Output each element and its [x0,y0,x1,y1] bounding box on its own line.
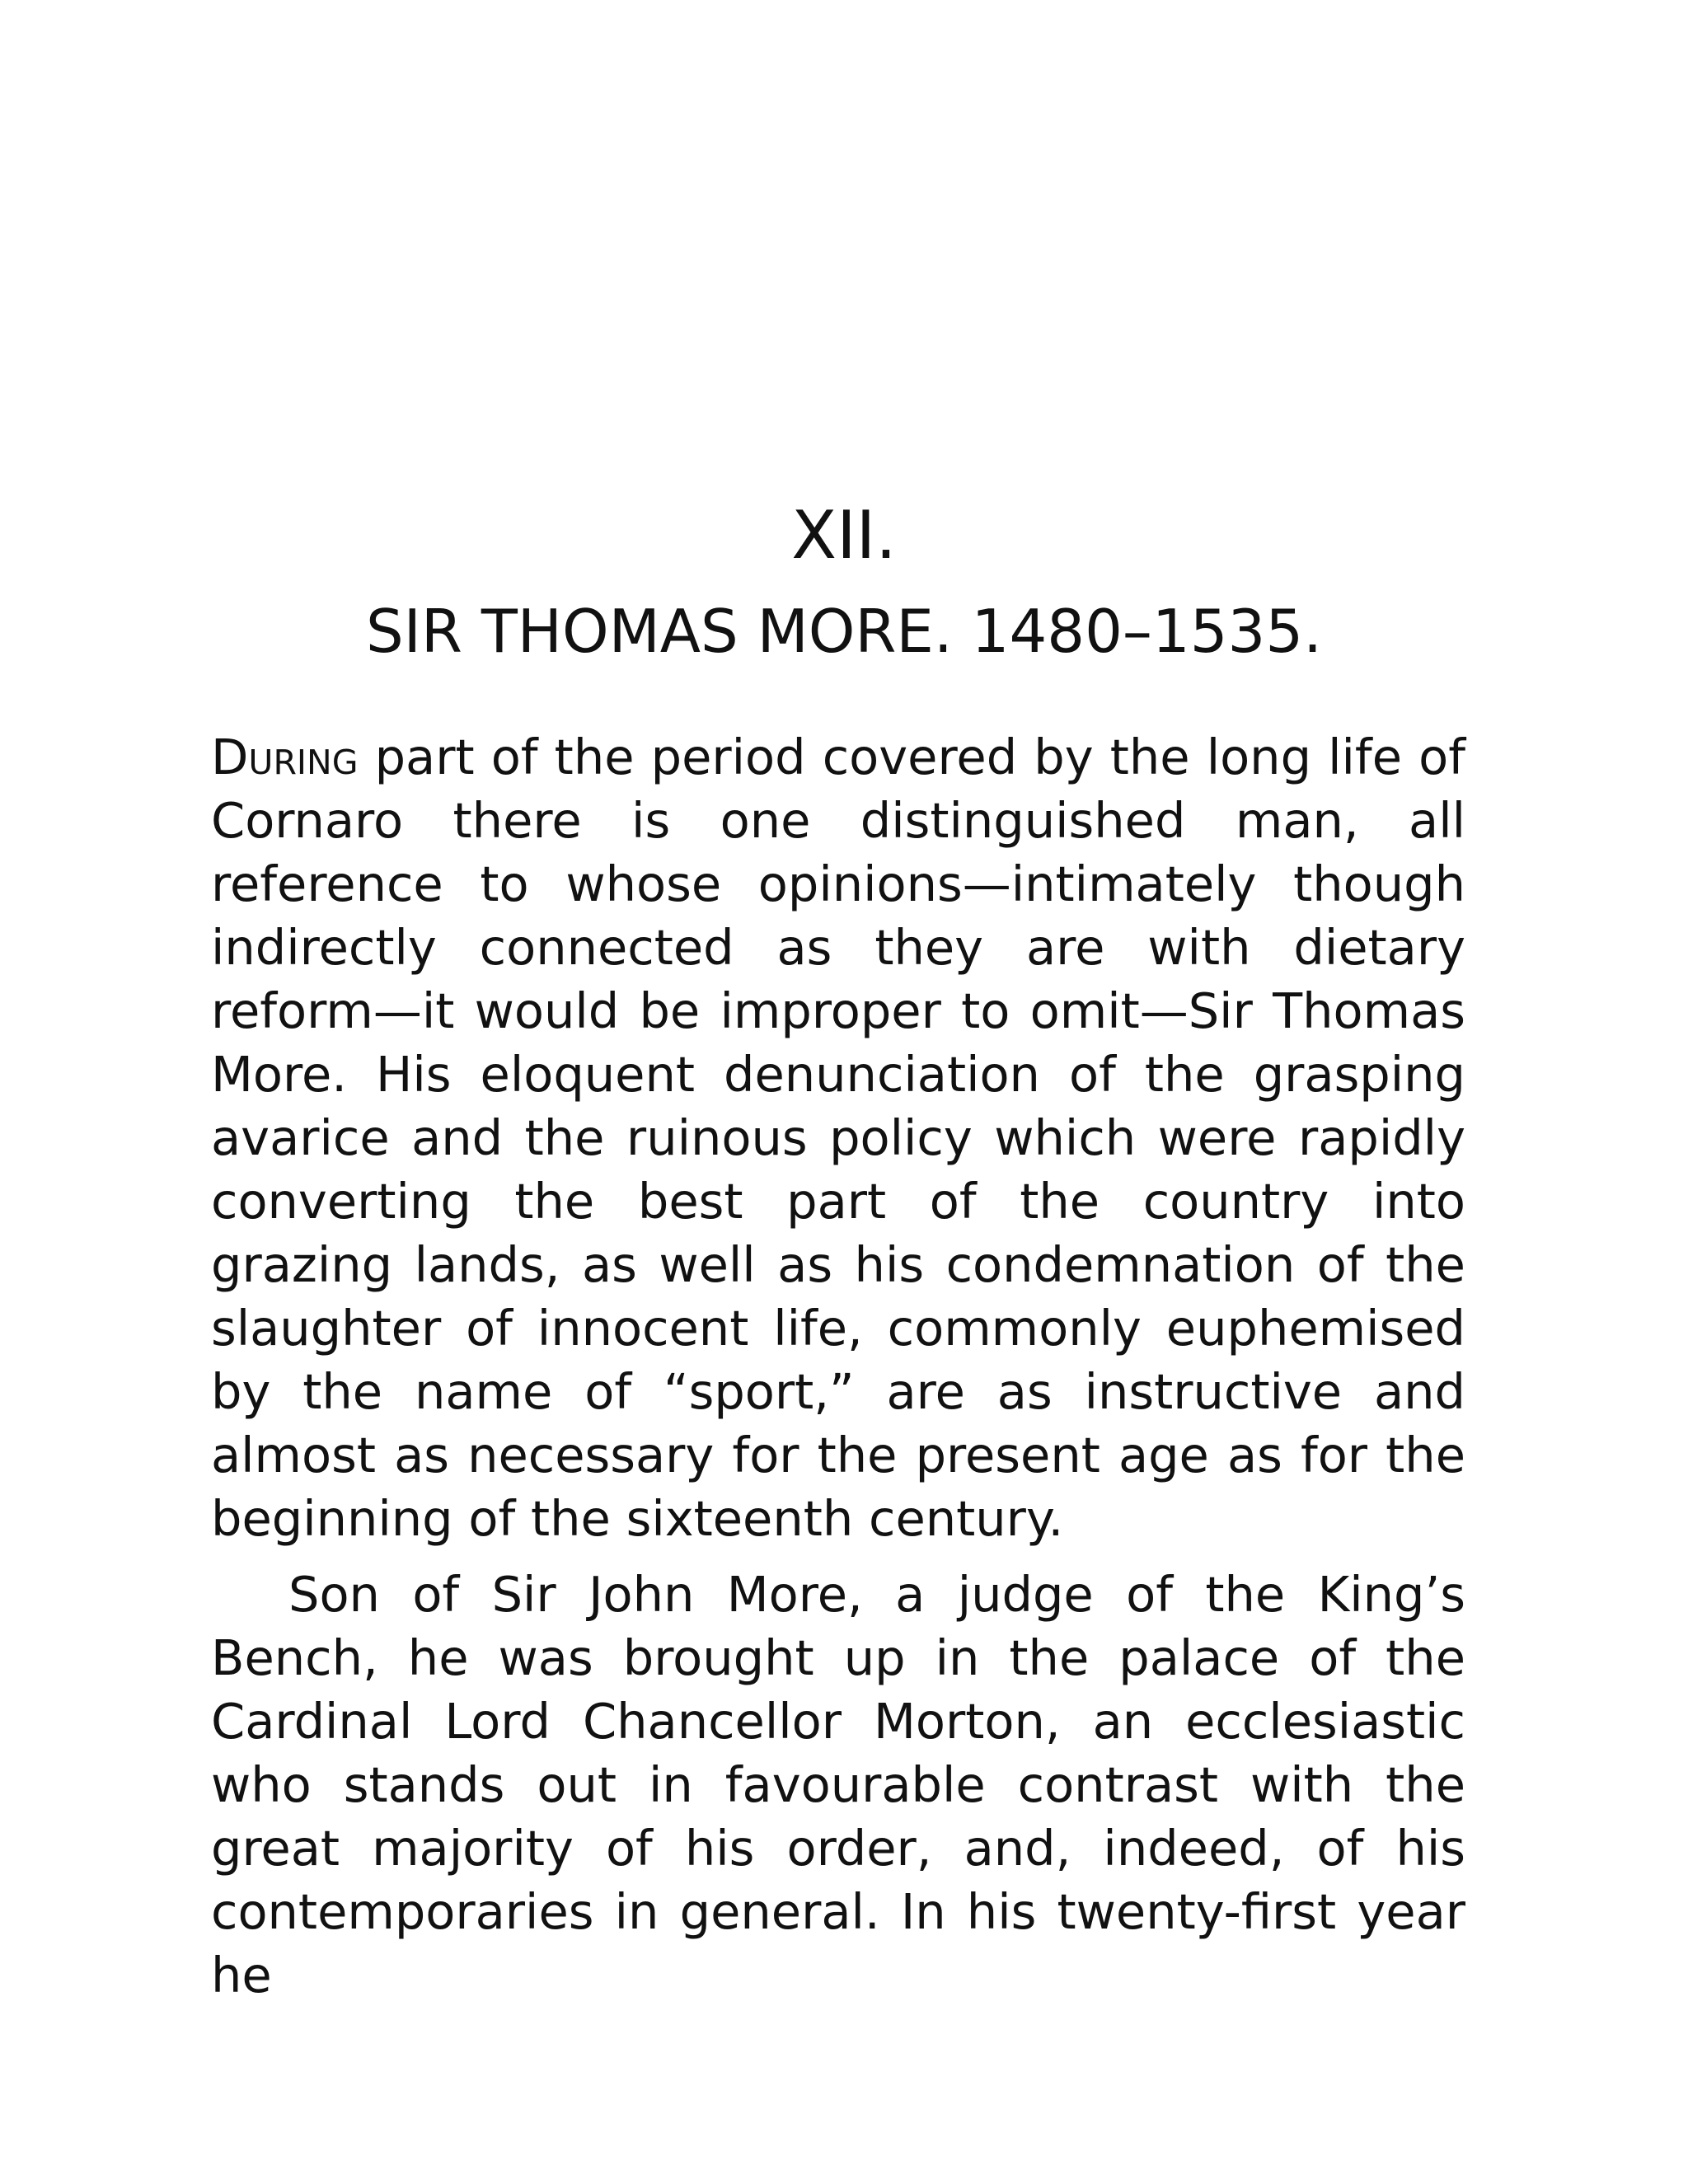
paragraph-second: Son of Sir John More, a judge of the King’s Bench, he was brought up in the palace of the Cardinal Lord Chancellor Morton, an ecclesiastic who stands out in favourable contrast with the great majority of his order, and, indeed, of his contemporaries in general. In his twenty-first year he [211,1566,1465,2004]
chapter-body [211,725,1465,2007]
chapter-number: XII. [791,497,897,574]
paragraph-opening-text: part of the period covered by the long life of Cornaro there is one distinguished man, all reference to whose opinions—intimately though indirectly connected as they are with dietary reform—it would be improper to omit—Sir Thomas More. His eloquent denunciation of the grasping avarice and the ruinous policy which were rapidly converting the best part of the country into grazing lands, as well as his condemnation of the slaughter of innocent life, commonly euphemised by the name of “sport,” are as instructive and almost as necessary for the present age as for the beginning of the sixteenth century. [211,729,1465,1547]
opening-small-caps-word: During [211,729,359,785]
paragraph-opening [211,725,1465,1550]
chapter-title: SIR THOMAS MORE. 1480–1535. [365,597,1323,666]
